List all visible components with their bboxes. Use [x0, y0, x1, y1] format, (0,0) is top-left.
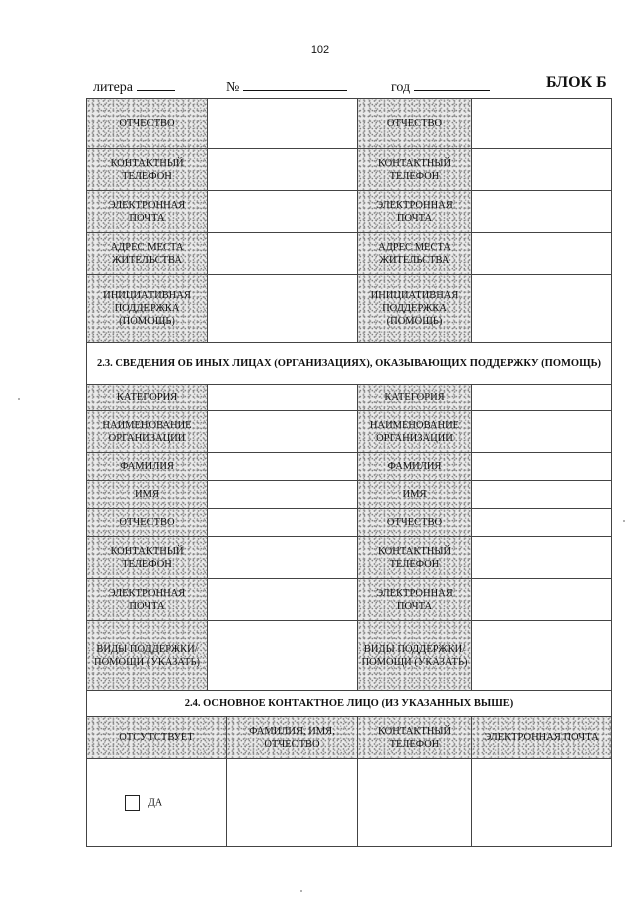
year-blank[interactable] — [414, 76, 490, 91]
email-value[interactable] — [472, 759, 612, 847]
scan-speck — [623, 520, 625, 522]
value-cell[interactable] — [208, 621, 358, 691]
year-label: год — [391, 80, 411, 95]
value-cell[interactable] — [208, 537, 358, 579]
number-blank[interactable] — [243, 76, 347, 91]
phone-value[interactable] — [358, 759, 472, 847]
row-patronymic-b — [87, 509, 612, 537]
value-cell[interactable] — [208, 411, 358, 453]
row-patronymic-a — [87, 99, 612, 149]
label-org-name: НАИМЕНОВАНИЕ ОРГАНИЗАЦИИ — [358, 411, 472, 453]
label-first-name: ИМЯ — [358, 481, 472, 509]
block-label: БЛОК Б — [546, 74, 607, 91]
value-cell[interactable] — [208, 579, 358, 621]
label-patronymic: ОТЧЕСТВО — [87, 509, 208, 537]
value-cell[interactable] — [208, 233, 358, 275]
value-cell[interactable] — [472, 191, 612, 233]
header-full-name: ФАМИЛИЯ, ИМЯ, ОТЧЕСТВО — [227, 717, 358, 759]
label-email: ЭЛЕКТРОННАЯ ПОЧТА — [87, 191, 208, 233]
absent-checkbox[interactable] — [125, 795, 140, 811]
label-phone: КОНТАКТНЫЙ ТЕЛЕФОН — [87, 537, 208, 579]
header-phone: КОНТАКТНЫЙ ТЕЛЕФОН — [358, 717, 472, 759]
contact-header-row — [87, 717, 612, 759]
row-initiative-a — [87, 275, 612, 343]
value-cell[interactable] — [208, 99, 358, 149]
number-label: № — [226, 80, 240, 95]
value-cell[interactable] — [472, 621, 612, 691]
scan-speck — [18, 398, 20, 400]
section-2-3-header-row — [87, 343, 612, 385]
year-field — [391, 76, 490, 96]
label-surname: ФАМИЛИЯ — [87, 453, 208, 481]
label-patronymic: ОТЧЕСТВО — [87, 99, 208, 149]
litera-field — [93, 76, 175, 96]
label-initiative: ИНИЦИАТИВНАЯ ПОДДЕРЖКА (ПОМОЩЬ) — [87, 275, 208, 343]
page-number: 102 — [310, 44, 330, 56]
label-phone: КОНТАКТНЫЙ ТЕЛЕФОН — [87, 149, 208, 191]
label-address: АДРЕС МЕСТА ЖИТЕЛЬСТВА — [87, 233, 208, 275]
label-phone: КОНТАКТНЫЙ ТЕЛЕФОН — [358, 149, 472, 191]
form-table — [86, 98, 612, 847]
label-address: АДРЕС МЕСТА ЖИТЕЛЬСТВА — [358, 233, 472, 275]
row-email-b — [87, 579, 612, 621]
row-phone-a — [87, 149, 612, 191]
row-address-a — [87, 233, 612, 275]
row-org-name — [87, 411, 612, 453]
value-cell[interactable] — [208, 191, 358, 233]
label-email: ЭЛЕКТРОННАЯ ПОЧТА — [358, 579, 472, 621]
value-cell[interactable] — [208, 275, 358, 343]
litera-label: литера — [93, 80, 134, 95]
value-cell[interactable] — [472, 99, 612, 149]
value-cell[interactable] — [472, 579, 612, 621]
header-email: ЭЛЕКТРОННАЯ ПОЧТА — [472, 717, 612, 759]
label-surname: ФАМИЛИЯ — [358, 453, 472, 481]
label-phone: КОНТАКТНЫЙ ТЕЛЕФОН — [358, 537, 472, 579]
label-support-types: ВИДЫ ПОДДЕРЖКИ/ ПОМОЩИ (УКАЗАТЬ) — [87, 621, 208, 691]
value-cell[interactable] — [208, 509, 358, 537]
label-org-name: НАИМЕНОВАНИЕ ОРГАНИЗАЦИИ — [87, 411, 208, 453]
value-cell[interactable] — [208, 149, 358, 191]
row-support-types — [87, 621, 612, 691]
value-cell[interactable] — [208, 481, 358, 509]
value-cell[interactable] — [472, 453, 612, 481]
value-cell[interactable] — [472, 537, 612, 579]
row-category — [87, 385, 612, 411]
row-email-a — [87, 191, 612, 233]
value-cell[interactable] — [472, 509, 612, 537]
value-cell[interactable] — [472, 149, 612, 191]
value-cell[interactable] — [472, 481, 612, 509]
label-patronymic: ОТЧЕСТВО — [358, 509, 472, 537]
label-category: КАТЕГОРИЯ — [358, 385, 472, 411]
label-support-types: ВИДЫ ПОДДЕРЖКИ/ ПОМОЩИ (УКАЗАТЬ) — [358, 621, 472, 691]
absent-cell — [87, 759, 227, 847]
value-cell[interactable] — [208, 385, 358, 411]
row-first-name — [87, 481, 612, 509]
litera-blank[interactable] — [137, 76, 175, 91]
value-cell[interactable] — [472, 233, 612, 275]
scan-speck — [300, 890, 302, 892]
full-name-value[interactable] — [227, 759, 358, 847]
value-cell[interactable] — [472, 275, 612, 343]
number-field — [226, 76, 347, 96]
section-2-4-header-row — [87, 691, 612, 717]
row-surname — [87, 453, 612, 481]
row-phone-b — [87, 537, 612, 579]
label-email: ЭЛЕКТРОННАЯ ПОЧТА — [87, 579, 208, 621]
label-first-name: ИМЯ — [87, 481, 208, 509]
checkbox-label: ДА — [148, 796, 163, 808]
label-patronymic: ОТЧЕСТВО — [358, 99, 472, 149]
value-cell[interactable] — [472, 411, 612, 453]
section-2-4-title: 2.4. ОСНОВНОЕ КОНТАКТНОЕ ЛИЦО (ИЗ УКАЗАННЫХ ВЫШЕ) — [87, 691, 612, 717]
header-absent: ОТСУТСТВУЕТ — [87, 717, 227, 759]
value-cell[interactable] — [472, 385, 612, 411]
value-cell[interactable] — [208, 453, 358, 481]
label-email: ЭЛЕКТРОННАЯ ПОЧТА — [358, 191, 472, 233]
label-category: КАТЕГОРИЯ — [87, 385, 208, 411]
section-2-3-title: 2.3. СВЕДЕНИЯ ОБ ИНЫХ ЛИЦАХ (ОРГАНИЗАЦИЯХ), ОКАЗЫВАЮЩИХ ПОДДЕРЖКУ (ПОМОЩЬ) — [87, 343, 612, 385]
label-initiative: ИНИЦИАТИВНАЯ ПОДДЕРЖКА (ПОМОЩЬ) — [358, 275, 472, 343]
contact-value-row — [87, 759, 612, 847]
